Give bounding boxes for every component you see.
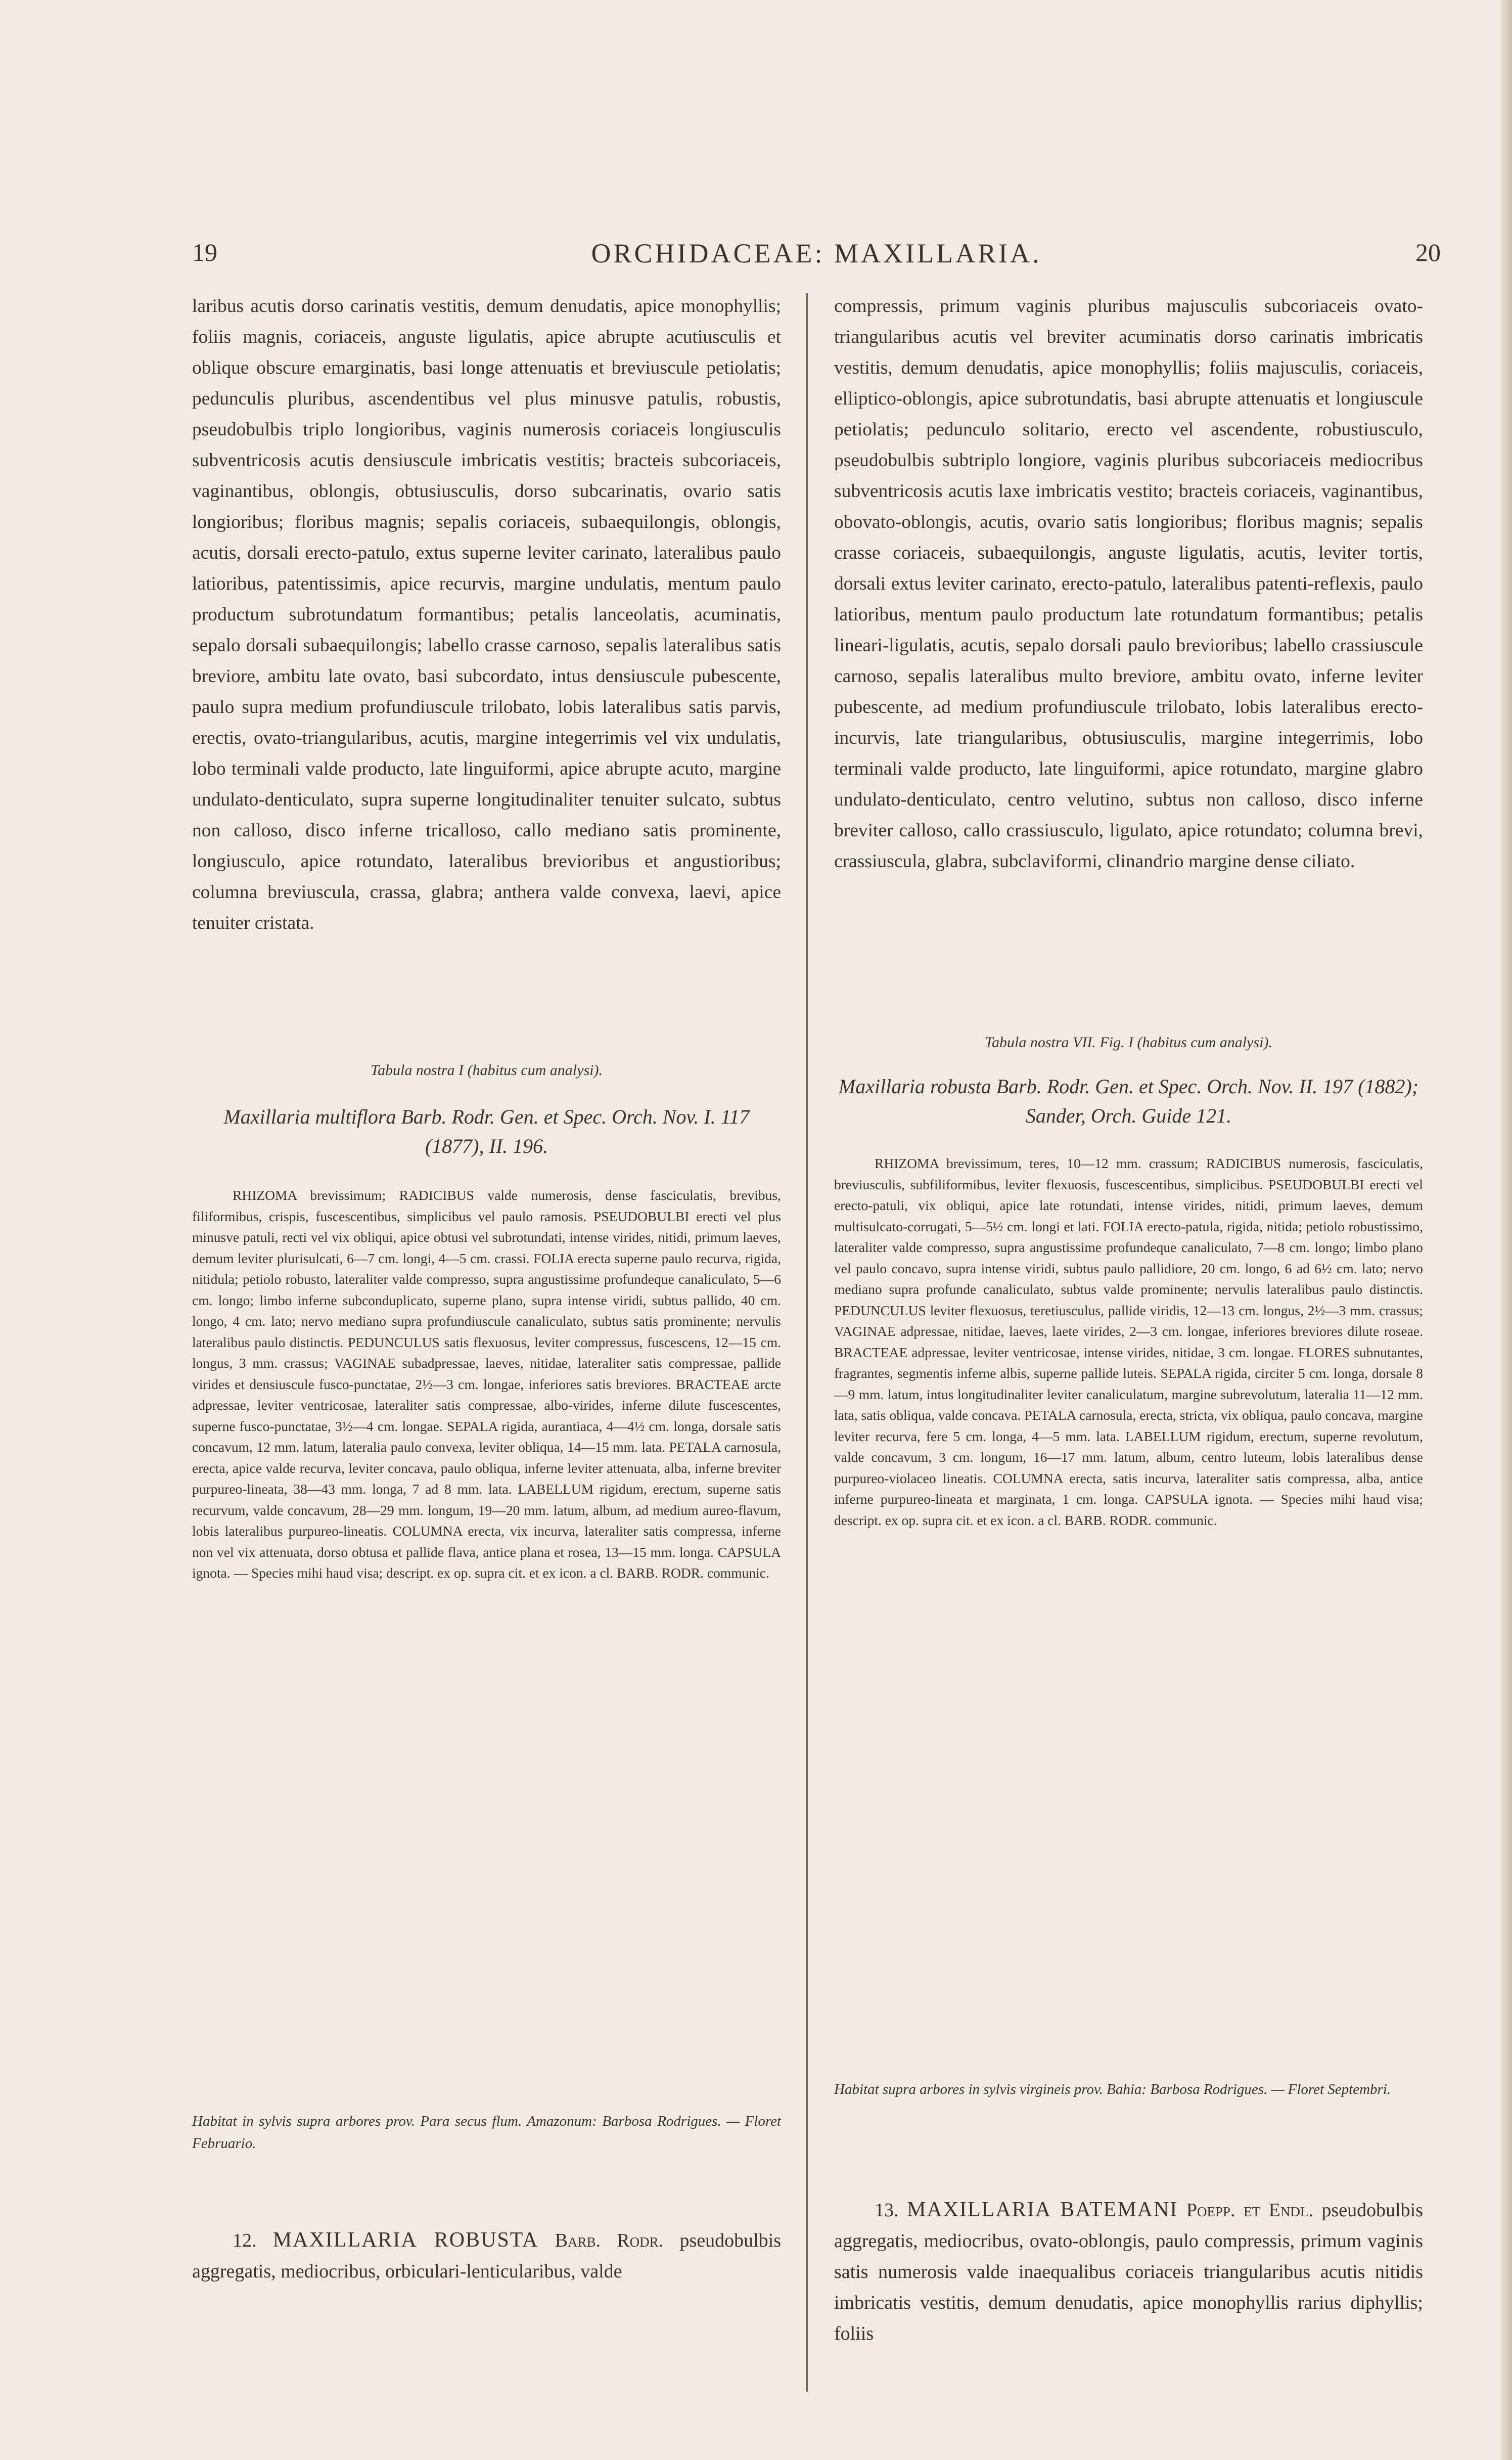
species-heading-12 (192, 2225, 781, 2287)
description-text: compressis, primum vaginis pluribus majusculis subcoriaceis ovato-triangularibus acutis vel breviter acuminatis dorso carinatis imbricatis vestitis, demum denudatis, apice monophyllis; foliis majusculis, coriaceis, elliptico-oblongis, apice subrotundatis, basi abrupte attenuatis et longiuscule petiolatis; pedunculo solitario, erecto vel ascendente, robustiusculo, pseudobulbis subtriplo longiore, vaginis pluribus subcoriaceis mediocribus subventricosis acutis laxe imbricatis vestito; bracteis coriaceis, vaginantibus, obovato-oblongis, acutis, ovario satis longioribus; floribus magnis; sepalis crasse coriaceis, subaequilongis, anguste ligulatis, acutis, leviter tortis, dorsali extus leviter carinato, erecto-patulo, lateralibus patenti-reflexis, paulo latioribus, mentum paulo productum late rotundatum formantibus; petalis lineari-ligulatis, acutis, sepalo dorsali paulo brevioribus; labello crassiuscule carnoso, sepalis lateralibus multo breviore, ambitu ovato, inferne leviter pubescente, ad medium profundiuscule trilobato, lobis lateralibus erecto-incurvis, late triangularibus, obtusiusculis, margine integerrimis, lobo terminali valde producto, late linguiformi, apice rotundato, margine glabro undulato-denticulato, centro velutino, subtus non calloso, disco inferne breviter calloso, callo crassiusculo, ligulato, apice rotundato; columna brevi, crassiuscula, glabra, subclaviformi, clinandrio margine dense ciliato. (834, 296, 1423, 872)
page-number-right: 20 (1415, 238, 1441, 266)
page-number-left: 19 (192, 238, 217, 266)
species-name: MAXILLARIA BATEMANI (907, 2198, 1178, 2221)
species-name: MAXILLARIA ROBUSTA (272, 2228, 539, 2252)
species-citation: Maxillaria robusta Barb. Rodr. Gen. et Spec. Orch. Nov. II. 197 (1882); Sander, Orch. Guide 121. (838, 1075, 1419, 1127)
species-number: 13. (875, 2200, 899, 2221)
description-text: laribus acutis dorso carinatis vestitis, demum denudatis, apice monophyllis; foliis magnis, coriaceis, anguste ligulatis, apice abrupte acutiusculis et oblique obscure emarginatis, basi longe attenuatis et breviuscule petiolatis; pedunculis pluribus, ascendentibus vel plus minusve patulis, robustis, pseudobulbis triplo longioribus, vaginis numerosis coriaceis longiusculis subventricosis acutis densiuscule imbricatis vestitis; bracteis subcoriaceis, vaginantibus, oblongis, obtusiusculis, dorso subcarinatis, ovario satis longioribus; floribus magnis; sepalis coriaceis, subaequilongis, oblongis, acutis, dorsali erecto-patulo, extus superne leviter carinato, lateralibus paulo latioribus, patentissimis, apice recurvis, margine undulatis, mentum paulo productum subrotundatum formantibus; petalis lanceolatis, acuminatis, sepalo dorsali subaequilongis; labello crasse carnoso, sepalis lateralibus satis breviore, ambitu late ovato, basi subcordato, intus densiuscule pubescente, paulo supra medium profundiuscule trilobato, lobis lateralibus satis parvis, erectis, ovato-triangularibus, acutis, margine integerrimis vel vix undulatis, lobo terminali valde producto, late linguiformi, apice abrupte acuto, margine undulato-denticulato, supra superne longitudinaliter tenuiter sulcato, subtus non calloso, disco inferne tricalloso, callo mediano satis prominente, longiusculo, apice rotundato, lateralibus brevioribus et angustioribus; columna breviuscula, crassa, glabra; anthera valde convexa, laevi, apice tenuiter cristata. (192, 296, 781, 933)
species-diagnosis: pseudobulbis aggregatis, mediocribus, ovato-oblongis, paulo compressis, primum vaginis satis numerosis valde inaequalibus coriaceis triangularibus acutis nitidis imbricatis vestitis, demum denudatis, apice monophyllis rarius diphyllis; foliis (834, 2200, 1424, 2344)
detailed-description: RHIZOMA brevissimum; RADICIBUS valde numerosis, dense fasciculatis, brevibus, filiformibus, crispis, fuscescentibus, simplicibus vel paulo ramosis. PSEUDOBULBI erecti vel plus minusve patuli, recti vel vix obliqui, apice obtusi vel subrotundati, intense virides, nitidi, primum laeves, demum leviter plurisulcati, 6—7 cm. longi, 4—5 cm. crassi. FOLIA erecta superne paulo recurva, rigida, nitidula; petiolo robusto, lateraliter valde compresso, supra angustissime profundeque canaliculato, 5—6 cm. longo; limbo inferne subconduplicato, superne plano, supra intense viridi, subtus pallido, 40 cm. longo, 4 cm. lato; nervo mediano supra profundiuscule canaliculato, subtus satis prominente; nervulis lateralibus paulo distinctis. PEDUNCULUS satis flexuosus, leviter compressus, fuscescens, 12—15 cm. longus, 3 mm. crassus; VAGINAE subadpressae, laeves, nitidae, lateraliter satis compressae, pallide virides et densiuscule fusco-punctatae, 2½—3 cm. longae, inferiores satis breviores. BRACTEAE arcte adpressae, leviter ventricosae, lateraliter satis compressae, albo-virides, inferne dilute fuscescentes, superne fusco-punctatae, 3½—4 cm. longae. SEPALA rigida, aurantiaca, 4—4½ cm. longa, dorsale satis concavum, 12 mm. latum, lateralia paulo convexa, leviter obliqua, 14—15 mm. lata. PETALA carnosula, erecta, apice valde recurva, leviter concava, paulo obliqua, inferne leviter attenuata, alba, inferne breviter purpureo-lineata, 38—43 mm. longa, 7 ad 8 mm. lata. LABELLUM rigidum, erectum, superne satis recurvum, valde concavum, 28—29 mm. longum, 19—20 mm. latum, album, ad medium aureo-flavum, lobis lateralibus purpureo-lineatis. COLUMNA erecta, vix incurva, lateraliter satis compressa, inferne non vel vix attenuata, dorso obtusa et pallide flava, antice plana et rosea, 13—15 mm. longa. CAPSULA ignota. — Species mihi haud visa; descript. ex op. supra cit. et ex icon. a cl. BARB. RODR. communic. (192, 1187, 781, 1581)
plate-reference: Tabula nostra I (habitus cum analysi). (371, 1062, 603, 1079)
habitat-text: Habitat supra arbores in sylvis virgineis prov. Bahia: Barbosa Rodrigues. — Floret Septembri. (834, 2081, 1391, 2097)
page-edge (1501, 0, 1512, 2460)
habitat-text: Habitat in sylvis supra arbores prov. Para secus flum. Amazonum: Barbosa Rodrigues. — Floret Februario. (192, 2113, 781, 2152)
species-number: 12. (233, 2230, 257, 2251)
plate-reference: Tabula nostra VII. Fig. I (habitus cum analysi). (985, 1034, 1272, 1051)
species-author: Poepp. et Endl. (1186, 2200, 1313, 2221)
column-divider (806, 293, 808, 2392)
species-citation: Maxillaria multiflora Barb. Rodr. Gen. et Spec. Orch. Nov. I. 117 (1877), II. 196. (223, 1105, 750, 1157)
species-diagnosis: pseudobulbis aggregatis, mediocribus, orbiculari-lenticularibus, valde (192, 2230, 782, 2282)
detailed-description: RHIZOMA brevissimum, teres, 10—12 mm. crassum; RADICIBUS numerosis, fasciculatis, breviusculis, subfiliformibus, leviter flexuosis, fuscescentibus, simplicibus. PSEUDOBULBI erecti vel erecto-patuli, vix obliqui, apice late rotundati, intense virides, nitidi, primum laeves, demum multisulcato-corrugati, 5—5½ cm. longi et lati. FOLIA erecto-patula, rigida, nitida; petiolo robustissimo, lateraliter valde compresso, supra angustissime profundeque canaliculato, 7—8 cm. longo; limbo plano vel paulo concavo, supra intense viridi, subtus paulo pallidiore, 20 cm. longo, 6 ad 6½ cm. lato; nervo mediano supra profunde canaliculato, subtus valde prominente; nervulis lateralibus paulo distinctis. PEDUNCULUS leviter flexuosus, teretiusculus, pallide viridis, 12—13 cm. longus, 2½—3 mm. crassus; VAGINAE adpressae, nitidae, laeves, laete virides, 2—3 cm. longae, inferiores breviores dilute roseae. BRACTEAE adpressae, leviter ventricosae, intense virides, nitidae, 3 cm. longae. FLORES subnutantes, fragrantes, segmentis inferne albis, superne pallide luteis. SEPALA rigida, circiter 5 cm. longa, dorsale 8—9 mm. latum, intus longitudinaliter leviter canaliculatum, margine subrevolutum, lateralia 11—12 mm. lata, satis obliqua, valde concava. PETALA carnosula, erecta, stricta, vix obliqua, paulo concava, margine leviter recurva, fere 5 cm. longa, 4—5 mm. lata. LABELLUM rigidum, erectum, superne revolutum, valde concavum, 3 cm. longum, 16—17 mm. latum, album, centro luteum, lobis lateralibus dense purpureo-violaceo lineatis. COLUMNA erecta, satis incurva, lateraliter satis compressa, alba, antice inferne purpureo-lineata et marginata, 1 cm. longa. CAPSULA ignota. — Species mihi haud visa; descript. ex op. supra cit. et ex icon. a cl. BARB. RODR. communic. (834, 1155, 1423, 1528)
species-heading-13 (834, 2195, 1423, 2349)
species-author: Barb. Rodr. (555, 2230, 664, 2251)
running-title: ORCHIDACEAE: MAXILLARIA. (591, 238, 1042, 269)
running-header (192, 238, 1441, 283)
